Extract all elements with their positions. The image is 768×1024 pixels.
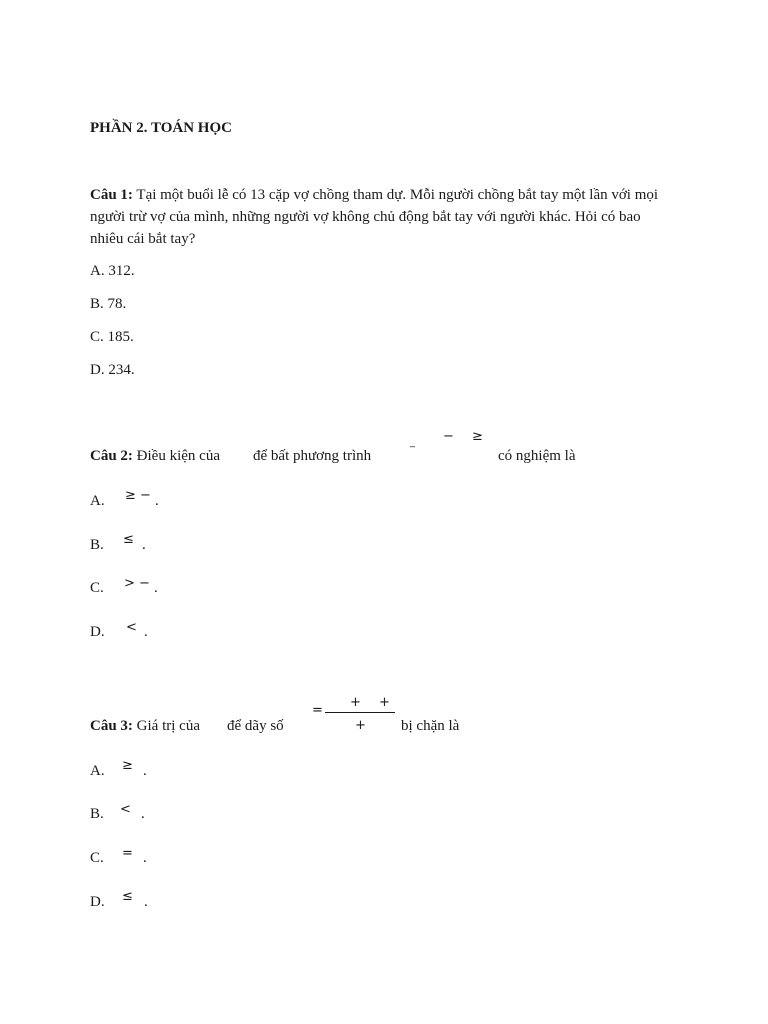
question-2-option-a-letter: A.	[90, 493, 105, 509]
question-1	[90, 184, 670, 250]
question-2-formula-geq: ≥	[472, 429, 483, 444]
question-3-text-a: Giá trị của	[136, 718, 200, 734]
question-2-option-c-symbol: > −	[124, 576, 150, 591]
question-2-option-b-letter: B.	[90, 537, 104, 553]
question-3-text-b: để dãy số	[227, 718, 284, 734]
question-3-fraction-bar	[325, 712, 395, 713]
question-2-option-a-symbol: ≥ −	[125, 488, 151, 503]
question-2-formula-overline: ‾	[410, 446, 415, 457]
section-title: PHẦN 2. TOÁN HỌC	[90, 120, 232, 136]
question-2-label: Câu 2:	[90, 448, 133, 464]
question-2-option-a-end: .	[155, 493, 159, 509]
question-3-stem	[90, 718, 200, 735]
question-3-option-c-letter: C.	[90, 850, 104, 866]
question-3-formula-den-plus: +	[355, 718, 366, 733]
question-2-stem	[90, 448, 220, 465]
question-3-option-a-end: .	[143, 763, 147, 779]
question-2-text-b: để bất phương trình	[253, 448, 372, 464]
question-3-option-c-symbol: =	[122, 846, 133, 861]
question-1-option-b: B. 78.	[90, 296, 127, 312]
question-3-option-a-letter: A.	[90, 763, 105, 779]
question-2-text-c: có nghiệm là	[498, 448, 576, 464]
question-1-label: Câu 1:	[90, 187, 133, 203]
question-3-option-b-letter: B.	[90, 806, 104, 822]
question-2-option-c-letter: C.	[90, 580, 104, 596]
question-3-option-d-letter: D.	[90, 894, 105, 910]
question-1-option-a: A. 312.	[90, 263, 135, 279]
question-3-option-b-symbol: <	[120, 802, 131, 817]
question-3-formula-equals: =	[312, 703, 323, 718]
question-3-label: Câu 3:	[90, 718, 133, 734]
question-3-option-d-symbol: ≤	[122, 889, 133, 904]
question-1-option-d: D. 234.	[90, 362, 135, 378]
question-3-formula-num-plus-1: +	[350, 695, 361, 710]
question-2-option-c-end: .	[154, 580, 158, 596]
question-3-option-a-symbol: ≥	[122, 758, 133, 773]
question-3-option-d-end: .	[144, 894, 148, 910]
question-2-option-b-symbol: ≤	[123, 532, 134, 547]
question-3-formula-num-plus-2: +	[379, 695, 390, 710]
question-3-option-b-end: .	[141, 806, 145, 822]
question-2-option-d-end: .	[144, 624, 148, 640]
question-1-text: Tại một buổi lễ có 13 cặp vợ chồng tham dự. Mỗi người chồng bắt tay một lần với mọi người trừ vợ của mình, những người vợ không chủ động bắt tay với người khác. Hỏi có bao nhiêu cái bắt tay?	[90, 187, 659, 247]
question-2-option-d-letter: D.	[90, 624, 105, 640]
question-2-option-d-symbol: <	[126, 620, 137, 635]
question-3-text-c: bị chặn là	[401, 718, 460, 734]
question-2-text-a: Điều kiện của	[136, 448, 220, 464]
question-2-formula-minus: −	[443, 429, 454, 444]
question-3-option-c-end: .	[143, 850, 147, 866]
question-1-option-c: C. 185.	[90, 329, 134, 345]
question-2-option-b-end: .	[142, 537, 146, 553]
